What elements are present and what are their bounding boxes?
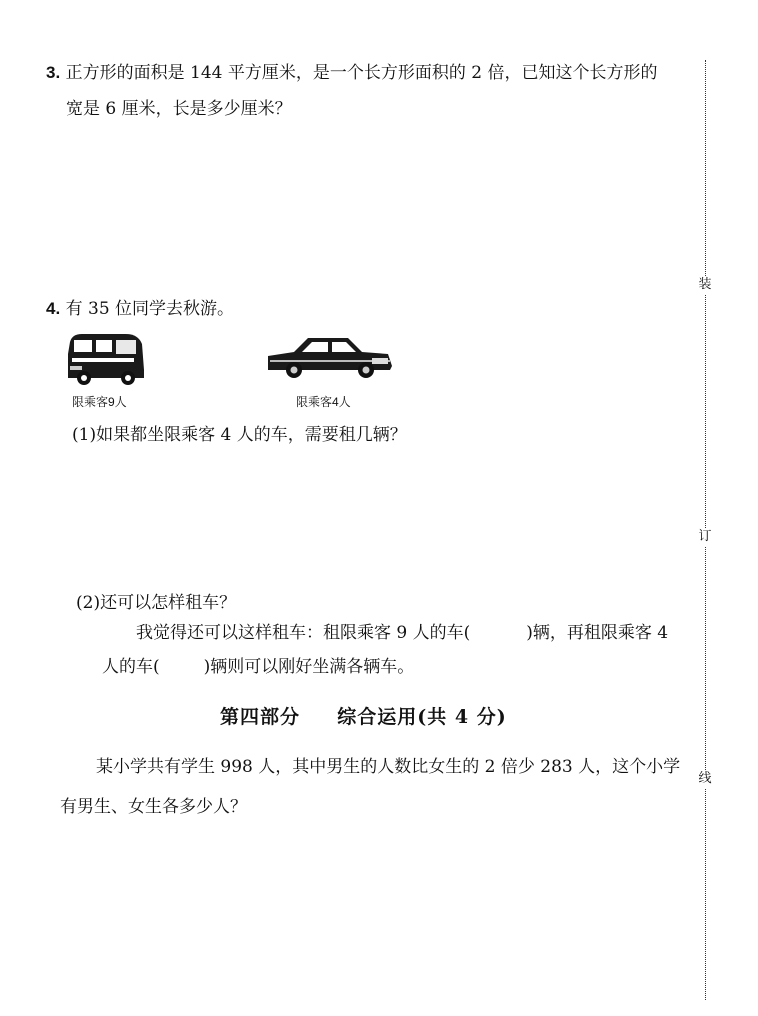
- question-4-part-1: (1)如果都坐限乘客 4 人的车，需要租几辆？: [72, 425, 407, 445]
- question-4-fill-line2: [102, 650, 414, 684]
- question-intro: 有 35 位同学去秋游。: [65, 299, 235, 319]
- section-title: [220, 702, 507, 729]
- fill-text-c: 人的车(: [102, 657, 160, 677]
- car-image: [264, 330, 394, 380]
- question-4-fill-line1: [136, 616, 668, 650]
- car-capacity-label: 限乘客4人: [296, 395, 351, 409]
- question-4: [46, 292, 234, 326]
- question-4-part-2: (2)还可以怎样租车？: [76, 593, 237, 613]
- question-text-line1: 正方形的面积是 144 平方厘米，是一个长方形面积的 2 倍，已知这个长方形的: [65, 63, 658, 83]
- part4-question-line2: 有男生、女生各多少人？: [60, 797, 247, 817]
- fill-text-b: )辆，再租限乘客 4: [526, 623, 669, 643]
- question-3-line2: 宽是 6 厘米，长是多少厘米？: [66, 99, 292, 119]
- question-number: 3.: [46, 63, 61, 82]
- binding-mark-zhuang: 装: [698, 277, 712, 292]
- part4-question-line1: 某小学共有学生 998 人，其中男生的人数比女生的 2 倍少 283 人，这个小学: [96, 757, 681, 777]
- van-capacity-label: 限乘客9人: [72, 395, 127, 409]
- question-number: 4.: [46, 299, 61, 318]
- binding-mark-ding: 订: [698, 529, 712, 544]
- fill-text-d: )辆则可以刚好坐满各辆车。: [203, 657, 415, 677]
- section-title-part: 第四部分: [220, 706, 301, 728]
- section-title-name: 综合运用(共 4 分): [337, 706, 507, 728]
- van-image: [64, 330, 148, 388]
- binding-mark-xian: 线: [698, 771, 712, 786]
- fill-text-a: 我觉得还可以这样租车：租限乘客 9 人的车(: [136, 623, 471, 643]
- question-3: [46, 56, 657, 90]
